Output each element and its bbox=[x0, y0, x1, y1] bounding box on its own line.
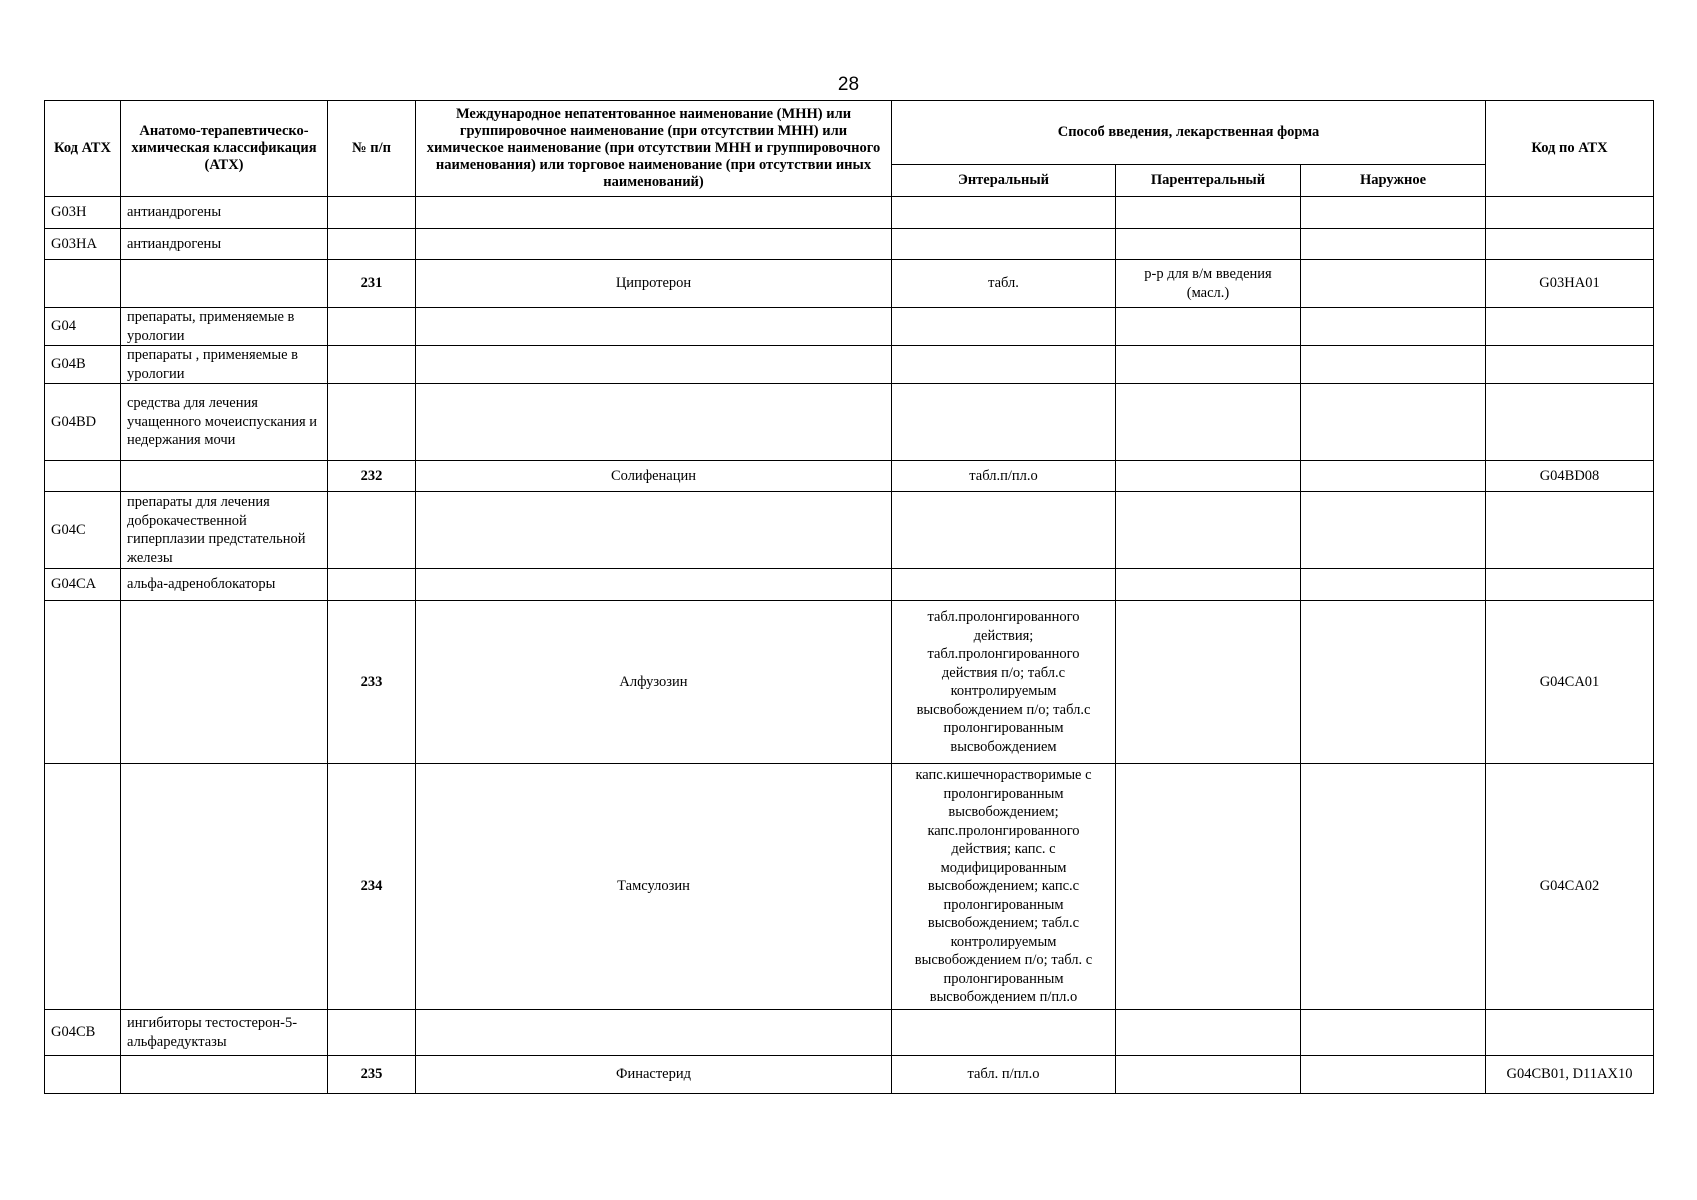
cell-number bbox=[328, 197, 416, 229]
cell-drug-name bbox=[416, 492, 892, 569]
cell-drug-name bbox=[416, 197, 892, 229]
cell-number bbox=[328, 308, 416, 346]
cell-drug-name: Солифенацин bbox=[416, 461, 892, 492]
cell-class bbox=[121, 1056, 328, 1094]
cell-external bbox=[1301, 229, 1486, 260]
cell-code: G03HA bbox=[45, 229, 121, 260]
cell-enteral: капс.кишечнорастворимые с пролонгированным высвобождением; капс.пролонгированного действия; капс. с модифицированным высвобождением; капс.с пролонгированным высвобождением; табл.с контролируемым высвобождением п/о; табл. с пролонгированным высвобождением п/пл.о bbox=[892, 764, 1116, 1010]
table-row bbox=[45, 384, 1654, 461]
cell-class bbox=[121, 461, 328, 492]
table-row bbox=[45, 197, 1654, 229]
cell-external bbox=[1301, 260, 1486, 308]
cell-external bbox=[1301, 197, 1486, 229]
cell-class bbox=[121, 260, 328, 308]
cell-drug-name bbox=[416, 346, 892, 384]
page-number: 28 bbox=[837, 74, 860, 95]
cell-enteral bbox=[892, 229, 1116, 260]
cell-enteral: табл. bbox=[892, 260, 1116, 308]
table-row bbox=[45, 1056, 1654, 1094]
cell-enteral bbox=[892, 197, 1116, 229]
cell-parenteral bbox=[1116, 229, 1301, 260]
cell-class: антиандрогены bbox=[121, 197, 328, 229]
cell-code bbox=[45, 1056, 121, 1094]
cell-number: 232 bbox=[328, 461, 416, 492]
header-enteral: Энтеральный bbox=[892, 165, 1116, 197]
cell-number: 234 bbox=[328, 764, 416, 1010]
cell-number bbox=[328, 569, 416, 601]
cell-code: G04CA bbox=[45, 569, 121, 601]
cell-parenteral bbox=[1116, 384, 1301, 461]
cell-external bbox=[1301, 1056, 1486, 1094]
cell-enteral: табл.пролонгированного действия; табл.пролонгированного действия п/о; табл.с контролируемым высвобождением п/о; табл.с пролонгированным высвобождением bbox=[892, 601, 1116, 764]
cell-atc-code bbox=[1486, 569, 1654, 601]
cell-parenteral bbox=[1116, 601, 1301, 764]
table-row bbox=[45, 229, 1654, 260]
cell-atc-code bbox=[1486, 1010, 1654, 1056]
cell-atc-code bbox=[1486, 308, 1654, 346]
cell-class bbox=[121, 601, 328, 764]
cell-atc-code bbox=[1486, 229, 1654, 260]
cell-drug-name: Ципротерон bbox=[416, 260, 892, 308]
cell-atc-code: G04CB01, D11AX10 bbox=[1486, 1056, 1654, 1094]
cell-code bbox=[45, 764, 121, 1010]
cell-number: 231 bbox=[328, 260, 416, 308]
cell-atc-code bbox=[1486, 346, 1654, 384]
cell-parenteral bbox=[1116, 461, 1301, 492]
cell-number bbox=[328, 1010, 416, 1056]
cell-parenteral bbox=[1116, 492, 1301, 569]
cell-code: G04C bbox=[45, 492, 121, 569]
cell-external bbox=[1301, 764, 1486, 1010]
header-code-atc: Код АТХ bbox=[45, 101, 121, 197]
header-route: Способ введения, лекарственная форма bbox=[892, 101, 1486, 165]
cell-number bbox=[328, 492, 416, 569]
cell-parenteral bbox=[1116, 1056, 1301, 1094]
cell-enteral: табл.п/пл.о bbox=[892, 461, 1116, 492]
cell-enteral bbox=[892, 569, 1116, 601]
cell-drug-name: Алфузозин bbox=[416, 601, 892, 764]
cell-atc-code: G04BD08 bbox=[1486, 461, 1654, 492]
cell-class bbox=[121, 764, 328, 1010]
cell-drug-name: Финастерид bbox=[416, 1056, 892, 1094]
header-external: Наружное bbox=[1301, 165, 1486, 197]
cell-atc-code bbox=[1486, 197, 1654, 229]
cell-enteral bbox=[892, 346, 1116, 384]
cell-number bbox=[328, 346, 416, 384]
cell-external bbox=[1301, 601, 1486, 764]
cell-code: G04 bbox=[45, 308, 121, 346]
cell-atc-code bbox=[1486, 384, 1654, 461]
cell-code: G04B bbox=[45, 346, 121, 384]
cell-code: G04BD bbox=[45, 384, 121, 461]
cell-external bbox=[1301, 308, 1486, 346]
cell-parenteral bbox=[1116, 764, 1301, 1010]
cell-drug-name bbox=[416, 384, 892, 461]
cell-class: ингибиторы тестостерон-5-альфаредуктазы bbox=[121, 1010, 328, 1056]
cell-enteral bbox=[892, 1010, 1116, 1056]
cell-external bbox=[1301, 461, 1486, 492]
cell-external bbox=[1301, 1010, 1486, 1056]
cell-enteral: табл. п/пл.о bbox=[892, 1056, 1116, 1094]
cell-drug-name bbox=[416, 308, 892, 346]
cell-number bbox=[328, 229, 416, 260]
cell-number bbox=[328, 384, 416, 461]
table-row bbox=[45, 308, 1654, 346]
cell-enteral bbox=[892, 384, 1116, 461]
cell-number: 235 bbox=[328, 1056, 416, 1094]
cell-class: препараты , применяемые в урологии bbox=[121, 346, 328, 384]
cell-class: препараты для лечения доброкачественной гиперплазии предстательной железы bbox=[121, 492, 328, 569]
table-row bbox=[45, 461, 1654, 492]
header-drug-name: Международное непатентованное наименование (МНН) или группировочное наименование (при отсутствии МНН) или химическое наименование (при отсутствии МНН и группировочного наименования) или торговое наименование (при отсутствии иных наименований) bbox=[416, 101, 892, 197]
cell-parenteral bbox=[1116, 569, 1301, 601]
cell-parenteral bbox=[1116, 197, 1301, 229]
cell-external bbox=[1301, 346, 1486, 384]
header-atc-classification: Анатомо-терапевтическо-химическая классификация (АТХ) bbox=[121, 101, 328, 197]
cell-code bbox=[45, 461, 121, 492]
cell-code bbox=[45, 260, 121, 308]
cell-class: средства для лечения учащенного мочеиспускания и недержания мочи bbox=[121, 384, 328, 461]
cell-atc-code: G04CA02 bbox=[1486, 764, 1654, 1010]
header-number: № п/п bbox=[328, 101, 416, 197]
table-row bbox=[45, 492, 1654, 569]
cell-external bbox=[1301, 384, 1486, 461]
cell-class: альфа-адреноблокаторы bbox=[121, 569, 328, 601]
cell-parenteral bbox=[1116, 346, 1301, 384]
cell-drug-name bbox=[416, 1010, 892, 1056]
cell-atc-code bbox=[1486, 492, 1654, 569]
cell-enteral bbox=[892, 308, 1116, 346]
cell-code: G04CB bbox=[45, 1010, 121, 1056]
header-code-by-atc: Код по АТХ bbox=[1486, 101, 1654, 197]
cell-drug-name bbox=[416, 569, 892, 601]
cell-class: препараты, применяемые в урологии bbox=[121, 308, 328, 346]
cell-enteral bbox=[892, 492, 1116, 569]
cell-code: G03H bbox=[45, 197, 121, 229]
cell-parenteral: р-р для в/м введения (масл.) bbox=[1116, 260, 1301, 308]
table-row bbox=[45, 1010, 1654, 1056]
table-row bbox=[45, 601, 1654, 764]
cell-drug-name bbox=[416, 229, 892, 260]
cell-class: антиандрогены bbox=[121, 229, 328, 260]
table-row bbox=[45, 569, 1654, 601]
cell-parenteral bbox=[1116, 1010, 1301, 1056]
cell-drug-name: Тамсулозин bbox=[416, 764, 892, 1010]
cell-external bbox=[1301, 569, 1486, 601]
cell-parenteral bbox=[1116, 308, 1301, 346]
table-row bbox=[45, 260, 1654, 308]
cell-atc-code: G03HA01 bbox=[1486, 260, 1654, 308]
table-row bbox=[45, 764, 1654, 1010]
table-body bbox=[45, 197, 1654, 1094]
atc-table bbox=[44, 100, 1654, 1094]
cell-external bbox=[1301, 492, 1486, 569]
cell-code bbox=[45, 601, 121, 764]
table-row bbox=[45, 346, 1654, 384]
cell-number: 233 bbox=[328, 601, 416, 764]
header-parenteral: Парентеральный bbox=[1116, 165, 1301, 197]
cell-atc-code: G04CA01 bbox=[1486, 601, 1654, 764]
